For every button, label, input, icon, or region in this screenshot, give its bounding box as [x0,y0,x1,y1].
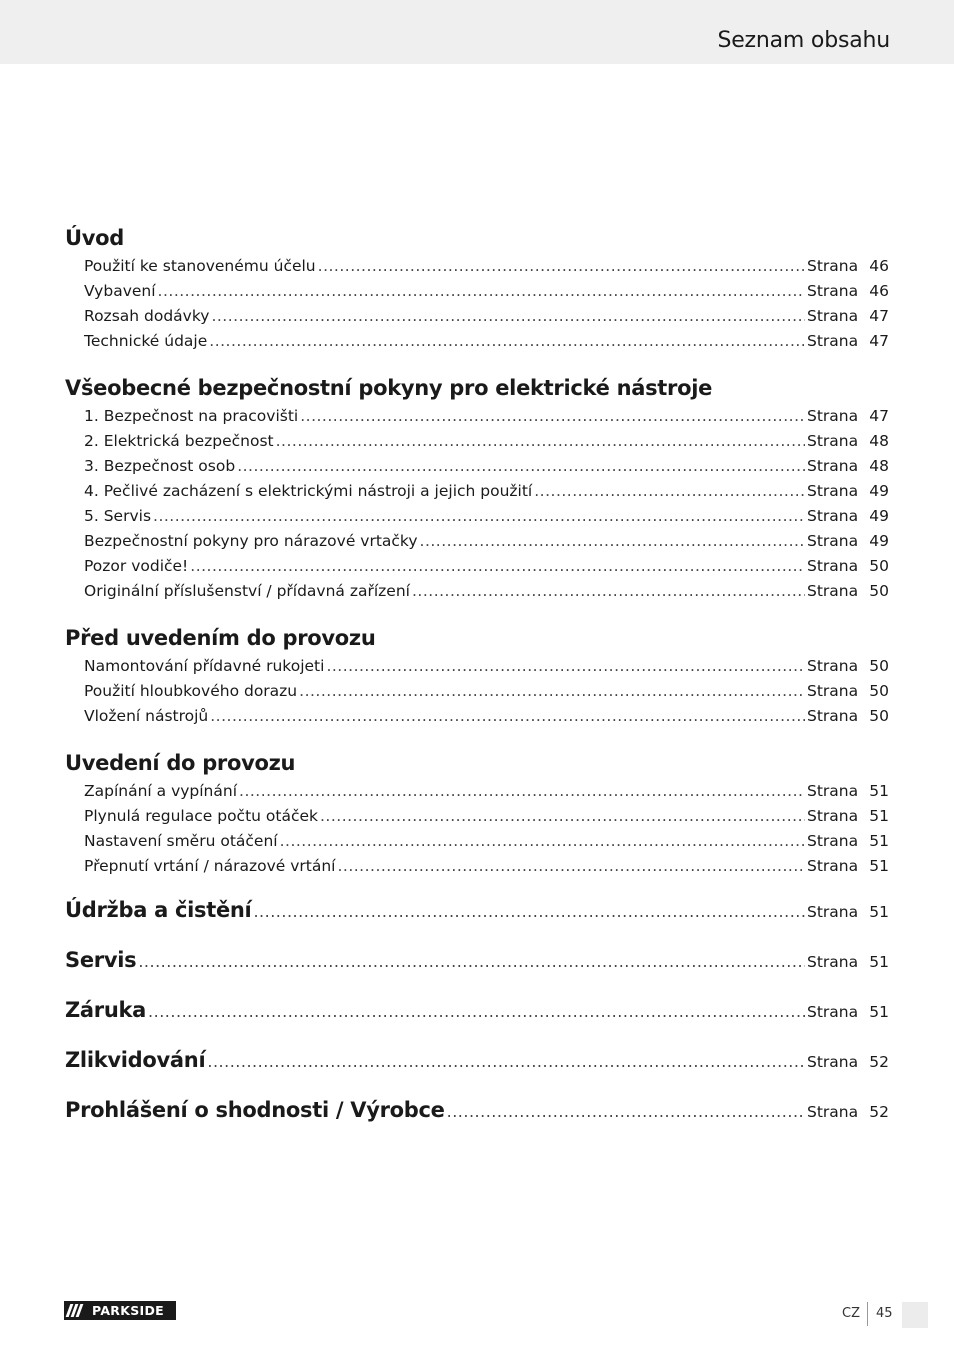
page-number: 50 [869,557,889,575]
toc-single-entry[interactable] [65,1085,889,1135]
page-number: 50 [869,582,889,600]
strana-label: Strana [807,857,859,875]
toc-single-entry[interactable] [65,985,889,1035]
footer-divider [867,1302,868,1326]
entry-label: Pozor vodiče! [84,557,189,575]
logo-stripes-icon [64,1301,92,1320]
strana-label: Strana [807,782,859,800]
logo-text: PARKSIDE [92,1303,164,1318]
strana-label: Strana [807,332,859,350]
leader-dots [337,854,805,879]
strana-label: Strana [807,682,859,700]
toc-entry[interactable] [65,304,889,329]
toc-entry[interactable] [65,704,889,729]
strana-label: Strana [807,1053,859,1071]
strana-label: Strana [807,432,859,450]
leader-dots [239,779,805,804]
entry-label: 1. Bezpečnost na pracovišti [84,407,299,425]
strana-label: Strana [807,903,859,921]
toc-entry[interactable] [65,804,889,829]
entry-label: 4. Pečlivé zacházení s elektrickými nástroji a jejich použití [84,482,533,500]
single-entry-title: Prohlášení o shodnosti / Výrobce [65,1098,445,1122]
page-number: 50 [869,707,889,725]
toc-entry[interactable] [65,454,889,479]
strana-label: Strana [807,407,859,425]
strana-label: Strana [807,657,859,675]
strana-label: Strana [807,832,859,850]
page-number: 51 [869,807,889,825]
page-number: 51 [869,1003,889,1021]
leader-dots [318,254,805,279]
toc-entry[interactable] [65,654,889,679]
toc-entry[interactable] [65,679,889,704]
toc-entry[interactable] [65,779,889,804]
page-number: 47 [869,307,889,325]
strana-label: Strana [807,707,859,725]
page-number: 51 [869,953,889,971]
leader-dots [148,987,805,1037]
strana-label: Strana [807,457,859,475]
parkside-logo [64,1301,176,1320]
entry-label: Zapínání a vypínání [84,782,238,800]
entry-label: Rozsah dodávky [84,307,210,325]
page-number: 51 [869,832,889,850]
leader-dots [447,1087,805,1137]
page-number: 46 [869,257,889,275]
page-number: 49 [869,482,889,500]
strana-label: Strana [807,807,859,825]
single-entry-title: Údržba a čistění [65,898,252,922]
strana-label: Strana [807,507,859,525]
toc-section [65,622,889,729]
toc-single-entry[interactable] [65,935,889,985]
page-number: 48 [869,457,889,475]
page-number: 51 [869,782,889,800]
page-number: 52 [869,1103,889,1121]
single-entry-title: Servis [65,948,137,972]
toc-entry[interactable] [65,504,889,529]
leader-dots [153,504,805,529]
leader-dots [211,304,805,329]
strana-label: Strana [807,1003,859,1021]
strana-label: Strana [807,582,859,600]
strana-label: Strana [807,282,859,300]
strana-label: Strana [807,482,859,500]
strana-label: Strana [807,532,859,550]
page-number: 51 [869,903,889,921]
toc-entry[interactable] [65,854,889,879]
leader-dots [280,829,805,854]
entry-label: Technické údaje [84,332,208,350]
entry-label: Přepnutí vrtání / nárazové vrtání [84,857,336,875]
single-entry-title: Zlikvidování [65,1048,206,1072]
page-title: Seznam obsahu [717,28,890,53]
leader-dots [534,479,805,504]
page-number: 50 [869,657,889,675]
strana-label: Strana [807,307,859,325]
single-entry-title: Záruka [65,998,147,1022]
toc-entry[interactable] [65,554,889,579]
entry-label: Použití hloubkového dorazu [84,682,298,700]
leader-dots [158,279,805,304]
toc-entry[interactable] [65,404,889,429]
toc-entry[interactable] [65,429,889,454]
footer-page-number: 45 [876,1306,893,1321]
toc-entry[interactable] [65,329,889,354]
toc-section [65,747,889,879]
toc-section [65,372,889,604]
strana-label: Strana [807,257,859,275]
strana-label: Strana [807,557,859,575]
page-number: 50 [869,682,889,700]
page-number: 51 [869,857,889,875]
page-number: 46 [869,282,889,300]
entry-label: 2. Elektrická bezpečnost [84,432,274,450]
section-title: Úvod [65,226,125,250]
toc-entry[interactable] [65,529,889,554]
strana-label: Strana [807,953,859,971]
leader-dots [237,454,805,479]
header-bar [0,0,954,64]
section-title: Všeobecné bezpečnostní pokyny pro elektrické nástroje [65,376,713,400]
toc-entry[interactable] [65,479,889,504]
entry-label: Bezpečnostní pokyny pro nárazové vrtačky [84,532,418,550]
leader-dots [300,404,805,429]
section-title: Uvedení do provozu [65,751,296,775]
entry-label: Namontování přídavné rukojeti [84,657,325,675]
entry-label: Originální příslušenství / přídavná zařízení [84,582,410,600]
toc-single-entry[interactable] [65,885,889,935]
leader-dots [420,529,805,554]
language-code: CZ [842,1306,860,1321]
page-number: 52 [869,1053,889,1071]
entry-label: Vybavení [84,282,156,300]
strana-label: Strana [807,1103,859,1121]
leader-dots [299,679,805,704]
page-number: 47 [869,407,889,425]
leader-dots [253,887,805,937]
toc-entry[interactable] [65,254,889,279]
footer-tab-marker [902,1302,928,1328]
toc-entry[interactable] [65,829,889,854]
toc-entry[interactable] [65,279,889,304]
toc-section [65,222,889,354]
leader-dots [210,704,805,729]
entry-label: Plynulá regulace počtu otáček [84,807,318,825]
leader-dots [138,937,805,987]
leader-dots [326,654,805,679]
entry-label: Nastavení směru otáčení [84,832,278,850]
leader-dots [190,554,805,579]
entry-label: 3. Bezpečnost osob [84,457,236,475]
page-number: 49 [869,507,889,525]
toc-single-entry[interactable] [65,1035,889,1085]
page-number: 49 [869,532,889,550]
table-of-contents [65,222,889,1135]
leader-dots [320,804,805,829]
section-title: Před uvedením do provozu [65,626,376,650]
entry-label: Použití ke stanovenému účelu [84,257,316,275]
entry-label: Vložení nástrojů [84,707,209,725]
page-number: 48 [869,432,889,450]
entry-label: 5. Servis [84,507,152,525]
leader-dots [412,579,805,604]
page-number: 47 [869,332,889,350]
leader-dots [276,429,805,454]
leader-dots [209,329,805,354]
toc-entry[interactable] [65,579,889,604]
leader-dots [207,1037,805,1087]
